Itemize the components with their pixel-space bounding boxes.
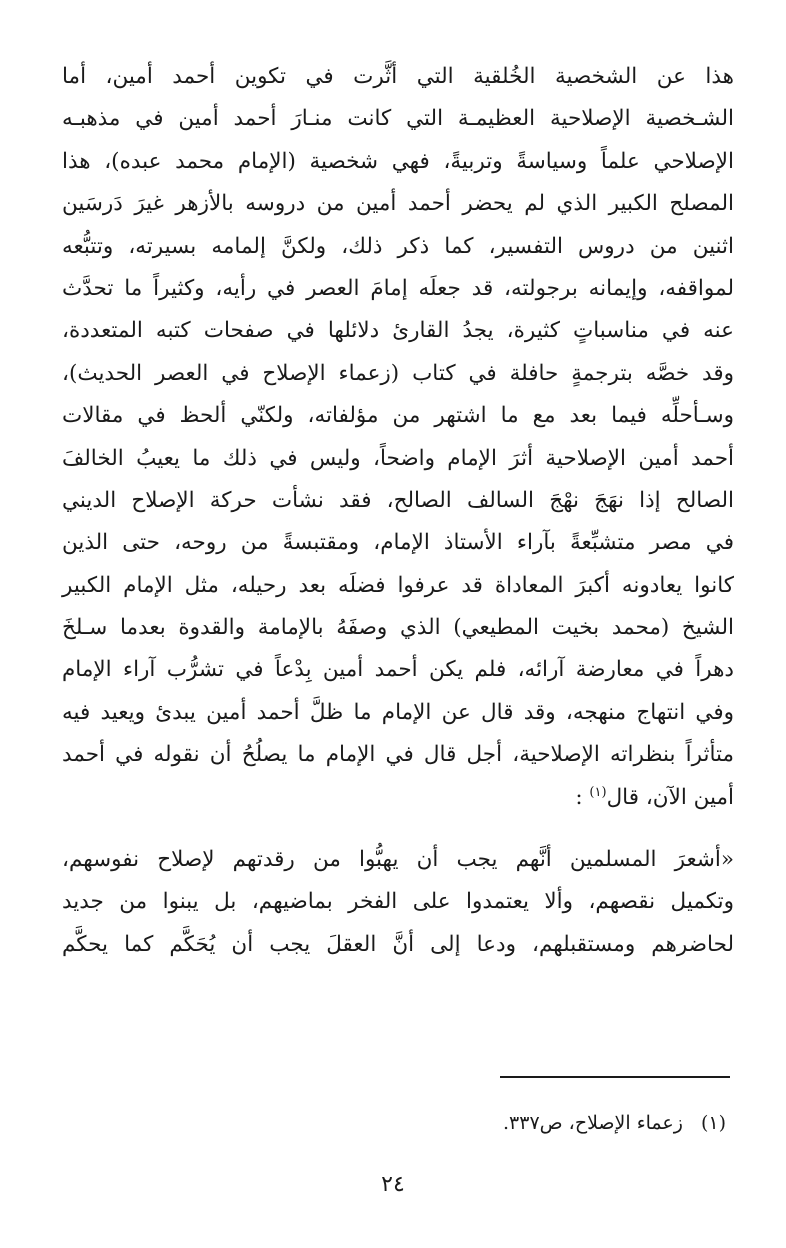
text-line: أحمد أمين الإصلاحية أثرَ الإمام واضحاً، وليس في ذلك ما يعيبُ الخالفَ bbox=[62, 445, 734, 471]
text-line: دهراً في معارضة آرائه، فلم يكن أحمد أمين بِدْعاً في تشرُّب آراء الإمام bbox=[62, 657, 734, 683]
text-line: «أشعرَ المسلمين أنَّهم يجب أن يهبُّوا من رقدتهم لإصلاح نفوسهم، bbox=[62, 847, 734, 873]
footnote-reference[interactable]: (١) bbox=[589, 784, 607, 800]
text-line: هذا عن الشخصية الخُلقية التي أثَّرت في تكوين أحمد أمين، أما bbox=[62, 64, 734, 89]
footnote bbox=[503, 1112, 726, 1134]
page-body bbox=[62, 56, 734, 966]
text-line: كانوا يعادونه أكبرَ المعاداة قد عرفوا فضلَه بعد رحيله، مثل الإمام الكبير bbox=[62, 572, 734, 598]
text-line: وسـأحلِّه فيما بعد مع ما اشتهر من مؤلفاته، ولكنّي ألحظ في مقالات bbox=[62, 403, 734, 429]
text-line: الشـخصية الإصلاحية العظيمـة التي كانت منـارَ أحمد أمين في مذهبـه bbox=[62, 106, 734, 132]
colon: : bbox=[575, 784, 583, 810]
text-line: لمواقفه، وإيمانه برجولته، قد جعلَه إمامَ العصر في رأيه، وكثيراً ما تحدَّث bbox=[62, 275, 734, 301]
page-number: ٢٤ bbox=[381, 1172, 405, 1197]
text-line: وفي انتهاج منهجه، وقد قال عن الإمام ما ظلَّ أحمد أمين يبدئ ويعيد فيه bbox=[62, 699, 734, 725]
text-line: اثنين من دروس التفسير، كما ذكر ذلك، ولكنَّ إلمامه بسيرته، وتتبُّعه bbox=[62, 233, 734, 259]
paragraph-2-quote bbox=[62, 839, 734, 966]
text-line-last bbox=[62, 777, 734, 819]
text-line: في مصر متشبِّعةً بآراء الأستاذ الإمام، ومقتبسةً من روحه، حتى الذين bbox=[62, 530, 734, 556]
text-fragment: أمين الآن، قال bbox=[606, 784, 734, 810]
footnote-text: زعماء الإصلاح، ص٣٣٧. bbox=[503, 1112, 683, 1134]
paragraph-1 bbox=[62, 56, 734, 819]
text-line: الإصلاحي علماً وسياسةً وتربيةً، فهي شخصية (الإمام محمد عبده)، هذا bbox=[62, 148, 734, 174]
text-line: الصالح إذا نهَجَ نهْجَ السالف الصالح، فقد نشأت حركة الإصلاح الديني bbox=[62, 487, 734, 513]
text-line: وتكميل نقصهم، وألا يعتمدوا على الفخر بماضيهم، بل يبنوا من جديد bbox=[62, 889, 734, 915]
text-line: متأثراً بنظراته الإصلاحية، أجل قال في الإمام ما يصلُحُ أن نقوله في أحمد bbox=[62, 742, 734, 768]
text-line: وقد خصَّه بترجمةٍ حافلة في كتاب (زعماء الإصلاح في العصر الحديث)، bbox=[62, 360, 735, 386]
text-line: الشيخ (محمد بخيت المطيعي) الذي وصفَهُ بالإمامة والقدوة بعدما سـلخَ bbox=[62, 615, 734, 641]
text-line: عنه في مناسباتٍ كثيرة، يجدُ القارئ دلائلها في صفحات كتبه المتعددة، bbox=[62, 318, 734, 344]
text-line: المصلح الكبير الذي لم يحضر أحمد أمين من دروسه بالأزهر غيرَ دَرسَين bbox=[62, 191, 734, 217]
footnote-separator bbox=[500, 1076, 730, 1078]
footnote-number: (١) bbox=[700, 1112, 726, 1134]
text-line: لحاضرهم ومستقبلهم، ودعا إلى أنَّ العقلَ يجب أن يُحَكَّم كما يحكَّم bbox=[62, 931, 734, 957]
